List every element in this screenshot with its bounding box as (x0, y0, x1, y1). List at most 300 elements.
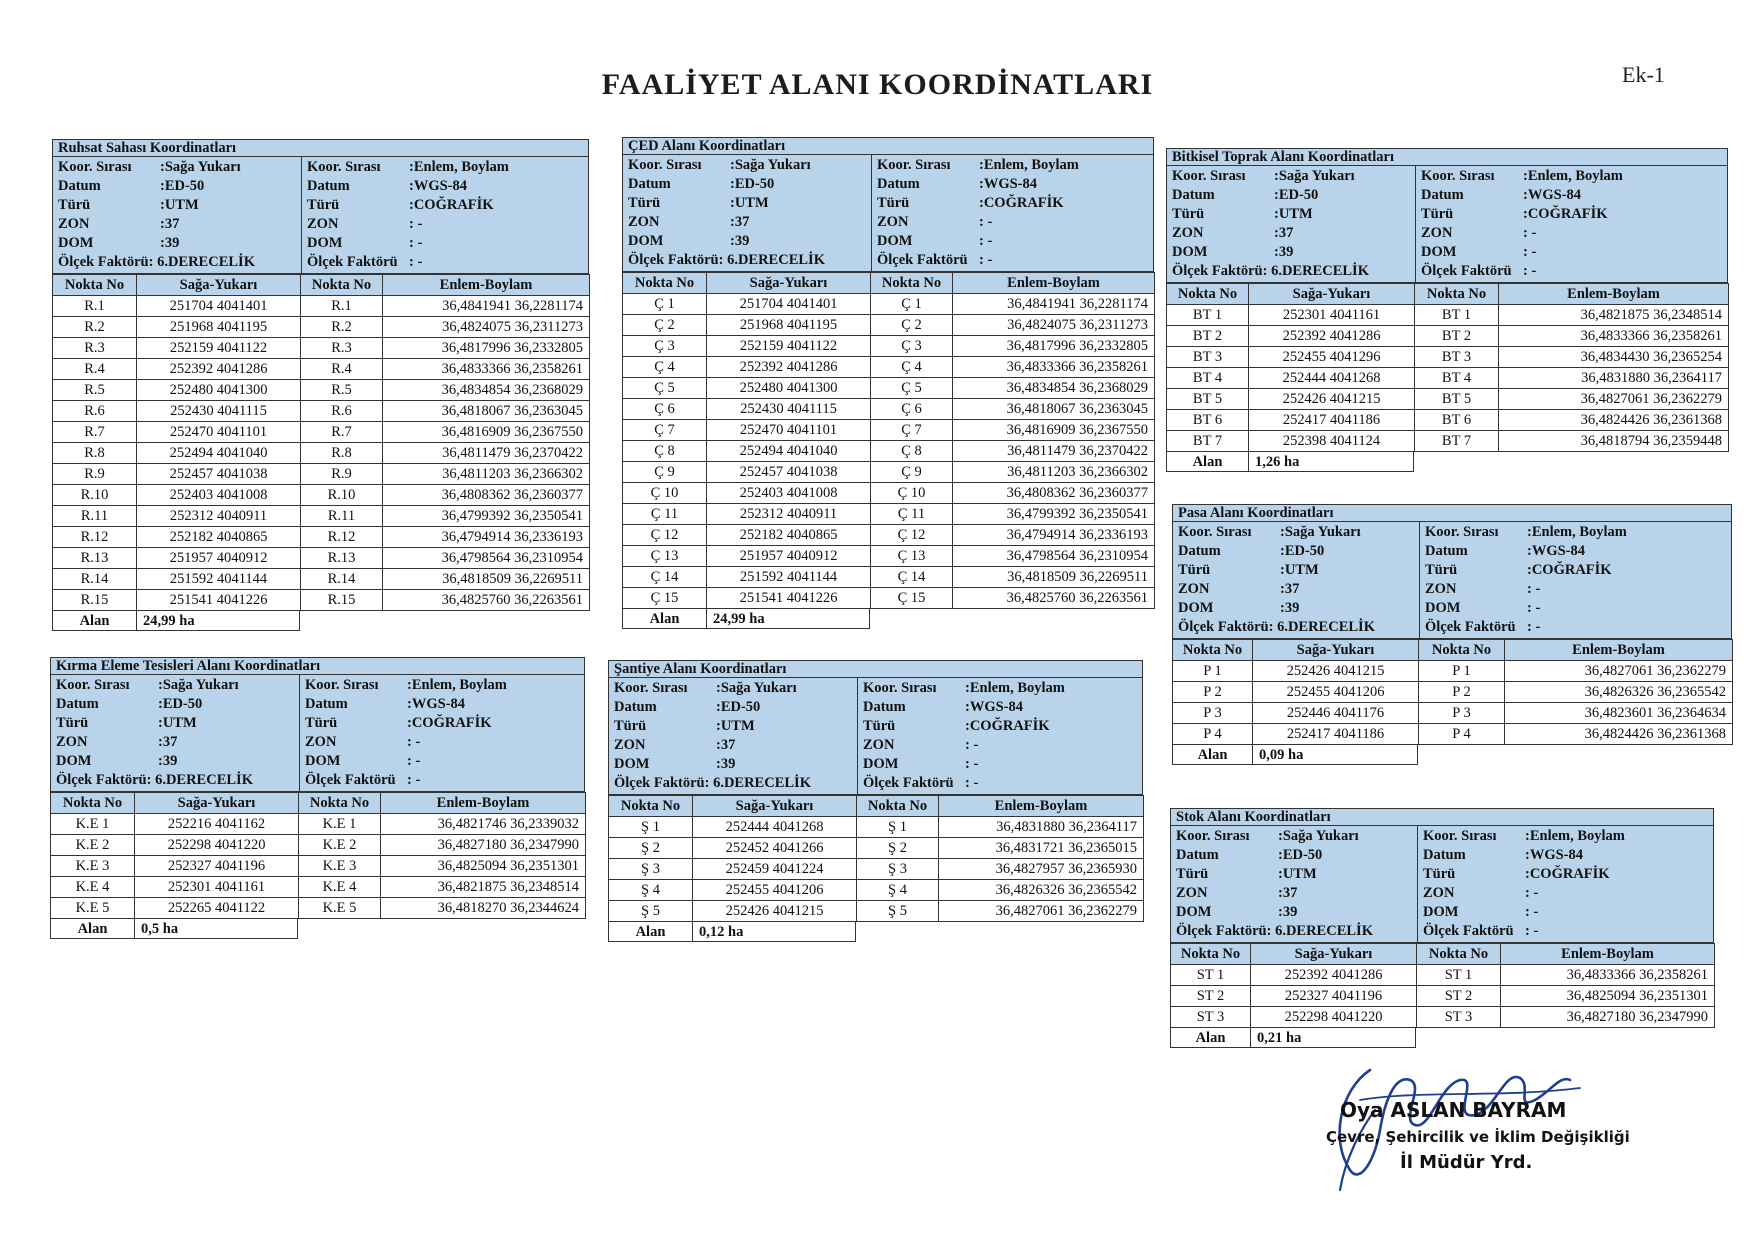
column-header: Nokta No (51, 793, 135, 814)
param-line (307, 158, 590, 177)
param-key: Türü (614, 718, 647, 734)
table-row (1171, 986, 1715, 1007)
point-id: K.E 4 (299, 877, 381, 898)
utm-coord: 252159 4041122 (707, 336, 871, 357)
param-key: Koor. Sırası (305, 677, 379, 693)
param-key: Datum (628, 176, 671, 192)
point-id: R.11 (301, 506, 383, 527)
latlon-coord: 36,4825094 36,2351301 (1501, 986, 1715, 1007)
param-key: DOM (1172, 244, 1208, 260)
table-row (1167, 305, 1729, 326)
latlon-coord: 36,4821875 36,2348514 (1499, 305, 1729, 326)
param-value: : - (965, 737, 979, 753)
param-value: :39 (1278, 904, 1298, 920)
column-header: Nokta No (623, 273, 707, 294)
table-row (1167, 410, 1729, 431)
table-row (1167, 431, 1729, 452)
point-id: Ç 10 (623, 483, 707, 504)
point-id: K.E 3 (299, 856, 381, 877)
param-value: : - (407, 734, 421, 750)
param-line (1176, 922, 1417, 941)
param-line (1425, 561, 1733, 580)
utm-coord: 252298 4041220 (135, 835, 299, 856)
block-title: Şantiye Alanı Koordinatları (609, 661, 1142, 678)
point-id: Ç 4 (871, 357, 953, 378)
point-id: R.4 (301, 359, 383, 380)
block-title: Kırma Eleme Tesisleri Alanı Koordinatları (51, 658, 584, 675)
table-header-row (623, 273, 1155, 294)
param-key: Datum (58, 178, 101, 194)
param-line (1421, 262, 1729, 281)
point-id: Ç 6 (623, 399, 707, 420)
param-value: :Enlem, Boylam (965, 680, 1065, 696)
param-key: Koor. Sırası (1172, 168, 1246, 184)
utm-params (1173, 522, 1419, 638)
latlon-coord: 36,4834430 36,2365254 (1499, 347, 1729, 368)
coord-block-ced (622, 137, 1154, 629)
coordinate-table (608, 795, 1144, 922)
param-key: Koor. Sırası (1176, 828, 1250, 844)
param-line (305, 752, 586, 771)
table-row (623, 525, 1155, 546)
param-value: :Sağa Yukarı (1274, 168, 1355, 184)
column-header: Enlem-Boylam (953, 273, 1155, 294)
geo-params (1417, 826, 1715, 942)
signatory-title: İl Müdür Yrd. (1400, 1152, 1533, 1173)
header-columns (623, 155, 1153, 271)
point-id: Ç 1 (623, 294, 707, 315)
param-line (56, 676, 299, 695)
area-label: Alan (1171, 1028, 1251, 1047)
param-line (863, 755, 1144, 774)
utm-coord: 251704 4041401 (707, 294, 871, 315)
point-id: Ç 12 (623, 525, 707, 546)
table-row (623, 378, 1155, 399)
point-id: Ç 11 (871, 504, 953, 525)
utm-coord: 252455 4041296 (1249, 347, 1415, 368)
param-key: Türü (56, 715, 89, 731)
table-row (1167, 368, 1729, 389)
point-id: Ç 12 (871, 525, 953, 546)
param-value: :COĞRAFİK (407, 715, 492, 731)
table-row (1173, 703, 1733, 724)
table-row (1171, 1007, 1715, 1028)
param-line (1176, 884, 1417, 903)
table-row (53, 338, 590, 359)
table-row (51, 835, 586, 856)
point-id: Ç 7 (871, 420, 953, 441)
latlon-coord: 36,4833366 36,2358261 (1501, 965, 1715, 986)
latlon-coord: 36,4798564 36,2310954 (383, 548, 590, 569)
param-key: Datum (1423, 847, 1466, 863)
utm-coord: 252446 4041176 (1253, 703, 1419, 724)
param-line (307, 253, 590, 272)
point-id: K.E 5 (51, 898, 135, 919)
column-header: Enlem-Boylam (381, 793, 586, 814)
point-id: R.15 (53, 590, 137, 611)
param-line (614, 679, 857, 698)
param-key: Ölçek Faktörü: 6.DERECELİK (614, 775, 811, 791)
latlon-coord: 36,4827957 36,2365930 (939, 859, 1144, 880)
latlon-coord: 36,4798564 36,2310954 (953, 546, 1155, 567)
point-id: Ç 5 (871, 378, 953, 399)
point-id: R.13 (301, 548, 383, 569)
param-key: Datum (1172, 187, 1215, 203)
latlon-coord: 36,4816909 36,2367550 (953, 420, 1155, 441)
param-key: ZON (305, 734, 337, 750)
area-row (52, 611, 300, 631)
param-value: : - (1525, 885, 1539, 901)
table-row (623, 357, 1155, 378)
column-header: Enlem-Boylam (1505, 640, 1733, 661)
param-key: Koor. Sırası (628, 157, 702, 173)
param-value: :WGS-84 (1525, 847, 1583, 863)
point-id: P 1 (1419, 661, 1505, 682)
utm-coord: 252426 4041215 (693, 901, 857, 922)
point-id: ST 1 (1417, 965, 1501, 986)
param-key: Datum (1421, 187, 1464, 203)
point-id: R.3 (301, 338, 383, 359)
utm-coord: 252182 4040865 (137, 527, 301, 548)
utm-coord: 252459 4041224 (693, 859, 857, 880)
coord-block-santiye (608, 660, 1143, 942)
utm-coord: 251957 4040912 (707, 546, 871, 567)
utm-coord: 252455 4041206 (1253, 682, 1419, 703)
utm-coord: 251968 4041195 (707, 315, 871, 336)
column-header: Nokta No (301, 275, 383, 296)
point-id: BT 3 (1167, 347, 1249, 368)
point-id: R.9 (301, 464, 383, 485)
utm-coord: 252392 4041286 (1249, 326, 1415, 347)
param-line (1423, 865, 1715, 884)
param-line (863, 774, 1144, 793)
area-value: 0,5 ha (141, 921, 179, 937)
area-row (50, 919, 298, 939)
param-key: Koor. Sırası (58, 159, 132, 175)
column-header: Nokta No (53, 275, 137, 296)
table-row (609, 838, 1144, 859)
point-id: Ç 3 (871, 336, 953, 357)
latlon-coord: 36,4841941 36,2281174 (383, 296, 590, 317)
point-id: Ç 3 (623, 336, 707, 357)
point-id: Ş 1 (857, 817, 939, 838)
point-id: BT 4 (1167, 368, 1249, 389)
block-header (622, 137, 1154, 272)
area-row (1172, 745, 1418, 765)
param-line (305, 695, 586, 714)
param-key: Ölçek Faktörü: 6.DERECELİK (1178, 619, 1375, 635)
param-key: Koor. Sırası (1421, 168, 1495, 184)
utm-coord: 252298 4041220 (1251, 1007, 1417, 1028)
param-line (58, 253, 301, 272)
utm-coord: 252301 4041161 (1249, 305, 1415, 326)
table-row (53, 590, 590, 611)
param-value: : - (1525, 904, 1539, 920)
table-row (53, 380, 590, 401)
header-columns (1173, 522, 1731, 638)
coord-block-pasa (1172, 504, 1732, 765)
param-key: ZON (863, 737, 895, 753)
param-key: Koor. Sırası (877, 157, 951, 173)
geo-params (299, 675, 586, 791)
param-value: :ED-50 (1280, 543, 1325, 559)
point-id: BT 5 (1415, 389, 1499, 410)
param-key: DOM (307, 235, 343, 251)
point-id: BT 6 (1167, 410, 1249, 431)
column-header: Nokta No (1415, 284, 1499, 305)
area-row (608, 922, 856, 942)
latlon-coord: 36,4811479 36,2370422 (953, 441, 1155, 462)
param-key: DOM (56, 753, 92, 769)
param-line (1176, 846, 1417, 865)
point-id: Ç 11 (623, 504, 707, 525)
column-header: Nokta No (1419, 640, 1505, 661)
column-header: Enlem-Boylam (1501, 944, 1715, 965)
latlon-coord: 36,4821875 36,2348514 (381, 877, 586, 898)
param-line (1176, 865, 1417, 884)
param-value: : - (1523, 244, 1537, 260)
signatory-name: Oya ASLAN BAYRAM (1340, 1098, 1567, 1122)
param-value: :WGS-84 (965, 699, 1023, 715)
column-header: Nokta No (1173, 640, 1253, 661)
param-line (863, 679, 1144, 698)
latlon-coord: 36,4833366 36,2358261 (383, 359, 590, 380)
param-value: :39 (1280, 600, 1300, 616)
area-value: 0,09 ha (1259, 747, 1304, 763)
point-id: R.7 (53, 422, 137, 443)
utm-coord: 252480 4041300 (707, 378, 871, 399)
utm-coord: 252392 4041286 (1251, 965, 1417, 986)
param-value: :COĞRAFİK (1523, 206, 1608, 222)
block-header (1172, 504, 1732, 639)
param-value: :ED-50 (160, 178, 205, 194)
param-key: DOM (1425, 600, 1461, 616)
table-row (1171, 965, 1715, 986)
param-key: Ölçek Faktörü (307, 254, 398, 270)
param-line (1421, 224, 1729, 243)
param-value: :39 (160, 235, 180, 251)
param-key: DOM (1423, 904, 1459, 920)
param-value: : - (1527, 619, 1541, 635)
latlon-coord: 36,4824075 36,2311273 (383, 317, 590, 338)
point-id: Ç 7 (623, 420, 707, 441)
param-key: Koor. Sırası (614, 680, 688, 696)
utm-params (1167, 166, 1415, 282)
param-line (628, 251, 871, 270)
point-id: R.13 (53, 548, 137, 569)
point-id: R.1 (53, 296, 137, 317)
param-line (58, 234, 301, 253)
utm-params (51, 675, 299, 791)
table-row (1167, 347, 1729, 368)
latlon-coord: 36,4834854 36,2368029 (383, 380, 590, 401)
point-id: ST 2 (1171, 986, 1251, 1007)
point-id: Ç 14 (623, 567, 707, 588)
param-key: DOM (628, 233, 664, 249)
param-value: :37 (158, 734, 178, 750)
column-header: Sağa-Yukarı (707, 273, 871, 294)
param-key: Ölçek Faktörü: 6.DERECELİK (58, 254, 255, 270)
table-row (1173, 661, 1733, 682)
param-line (1178, 618, 1419, 637)
param-value: :37 (160, 216, 180, 232)
param-key: Ölçek Faktörü (877, 252, 968, 268)
latlon-coord: 36,4825760 36,2263561 (383, 590, 590, 611)
point-id: R.10 (301, 485, 383, 506)
point-id: Ç 13 (623, 546, 707, 567)
param-line (305, 714, 586, 733)
point-id: R.2 (53, 317, 137, 338)
point-id: R.8 (53, 443, 137, 464)
utm-coord: 252426 4041215 (1253, 661, 1419, 682)
area-row (1170, 1028, 1416, 1048)
param-value: : - (1527, 600, 1541, 616)
utm-coord: 252444 4041268 (1249, 368, 1415, 389)
area-row (622, 609, 870, 629)
param-line (877, 232, 1155, 251)
param-key: Koor. Sırası (863, 680, 937, 696)
param-line (863, 698, 1144, 717)
param-key: Ölçek Faktörü (1425, 619, 1516, 635)
point-id: R.14 (53, 569, 137, 590)
point-id: BT 4 (1415, 368, 1499, 389)
param-key: DOM (305, 753, 341, 769)
table-row (623, 588, 1155, 609)
utm-coord: 251592 4041144 (707, 567, 871, 588)
param-value: : - (979, 252, 993, 268)
param-key: ZON (1172, 225, 1204, 241)
param-line (863, 717, 1144, 736)
point-id: Ç 1 (871, 294, 953, 315)
header-columns (51, 675, 584, 791)
utm-coord: 252430 4041115 (707, 399, 871, 420)
table-row (53, 401, 590, 422)
param-key: ZON (56, 734, 88, 750)
param-line (628, 213, 871, 232)
column-header: Nokta No (871, 273, 953, 294)
param-line (628, 194, 871, 213)
point-id: P 4 (1173, 724, 1253, 745)
param-key: Türü (1176, 866, 1209, 882)
latlon-coord: 36,4834854 36,2368029 (953, 378, 1155, 399)
utm-params (623, 155, 871, 271)
param-value: :Sağa Yukarı (158, 677, 239, 693)
param-value: :UTM (1280, 562, 1319, 578)
param-value: :37 (1274, 225, 1294, 241)
annex-label: Ek-1 (1622, 62, 1665, 87)
table-row (623, 294, 1155, 315)
param-key: Ölçek Faktörü: 6.DERECELİK (1176, 923, 1373, 939)
param-key: Türü (1178, 562, 1211, 578)
latlon-coord: 36,4817996 36,2332805 (383, 338, 590, 359)
param-key: Ölçek Faktörü: 6.DERECELİK (1172, 263, 1369, 279)
point-id: R.12 (53, 527, 137, 548)
param-line (614, 774, 857, 793)
param-key: Datum (877, 176, 920, 192)
latlon-coord: 36,4811203 36,2366302 (953, 462, 1155, 483)
utm-coord: 252159 4041122 (137, 338, 301, 359)
param-line (1421, 243, 1729, 262)
column-header: Nokta No (1171, 944, 1251, 965)
point-id: ST 1 (1171, 965, 1251, 986)
latlon-coord: 36,4824426 36,2361368 (1499, 410, 1729, 431)
latlon-coord: 36,4821746 36,2339032 (381, 814, 586, 835)
point-id: Ş 5 (857, 901, 939, 922)
block-header (52, 139, 589, 274)
column-header: Enlem-Boylam (383, 275, 590, 296)
param-line (628, 156, 871, 175)
latlon-coord: 36,4841941 36,2281174 (953, 294, 1155, 315)
param-value: : - (409, 216, 423, 232)
table-row (623, 399, 1155, 420)
header-columns (53, 157, 588, 273)
param-value: : - (1525, 923, 1539, 939)
param-value: :ED-50 (1278, 847, 1323, 863)
geo-params (1419, 522, 1733, 638)
param-value: :UTM (730, 195, 769, 211)
point-id: BT 3 (1415, 347, 1499, 368)
param-value: :Sağa Yukarı (1280, 524, 1361, 540)
param-key: DOM (877, 233, 913, 249)
param-value: :UTM (716, 718, 755, 734)
param-line (56, 733, 299, 752)
utm-coord: 252426 4041215 (1249, 389, 1415, 410)
param-value: :37 (1280, 581, 1300, 597)
point-id: R.8 (301, 443, 383, 464)
point-id: R.14 (301, 569, 383, 590)
latlon-coord: 36,4817996 36,2332805 (953, 336, 1155, 357)
utm-coord: 252494 4041040 (137, 443, 301, 464)
param-key: Türü (1421, 206, 1454, 222)
point-id: BT 2 (1415, 326, 1499, 347)
param-key: Ölçek Faktörü (1421, 263, 1512, 279)
param-key: DOM (863, 756, 899, 772)
param-line (628, 232, 871, 251)
column-header: Enlem-Boylam (1499, 284, 1729, 305)
param-line (305, 676, 586, 695)
point-id: Ç 9 (623, 462, 707, 483)
param-key: Türü (877, 195, 910, 211)
point-id: R.12 (301, 527, 383, 548)
latlon-coord: 36,4794914 36,2336193 (953, 525, 1155, 546)
param-key: Koor. Sırası (56, 677, 130, 693)
coordinate-table (622, 272, 1155, 609)
utm-coord: 252457 4041038 (137, 464, 301, 485)
param-value: : - (965, 756, 979, 772)
param-value: :Enlem, Boylam (407, 677, 507, 693)
param-key: DOM (1421, 244, 1457, 260)
param-key: ZON (877, 214, 909, 230)
param-value: :UTM (160, 197, 199, 213)
param-line (1176, 903, 1417, 922)
latlon-coord: 36,4824426 36,2361368 (1505, 724, 1733, 745)
param-line (1423, 827, 1715, 846)
param-value: : - (979, 214, 993, 230)
param-key: DOM (1176, 904, 1212, 920)
latlon-coord: 36,4823601 36,2364634 (1505, 703, 1733, 724)
param-line (56, 771, 299, 790)
block-header (608, 660, 1143, 795)
utm-params (609, 678, 857, 794)
param-line (1172, 243, 1415, 262)
table-row (623, 462, 1155, 483)
coordinate-table (52, 274, 590, 611)
param-key: ZON (1421, 225, 1453, 241)
latlon-coord: 36,4818067 36,2363045 (383, 401, 590, 422)
point-id: R.7 (301, 422, 383, 443)
param-key: Datum (1425, 543, 1468, 559)
geo-params (871, 155, 1155, 271)
